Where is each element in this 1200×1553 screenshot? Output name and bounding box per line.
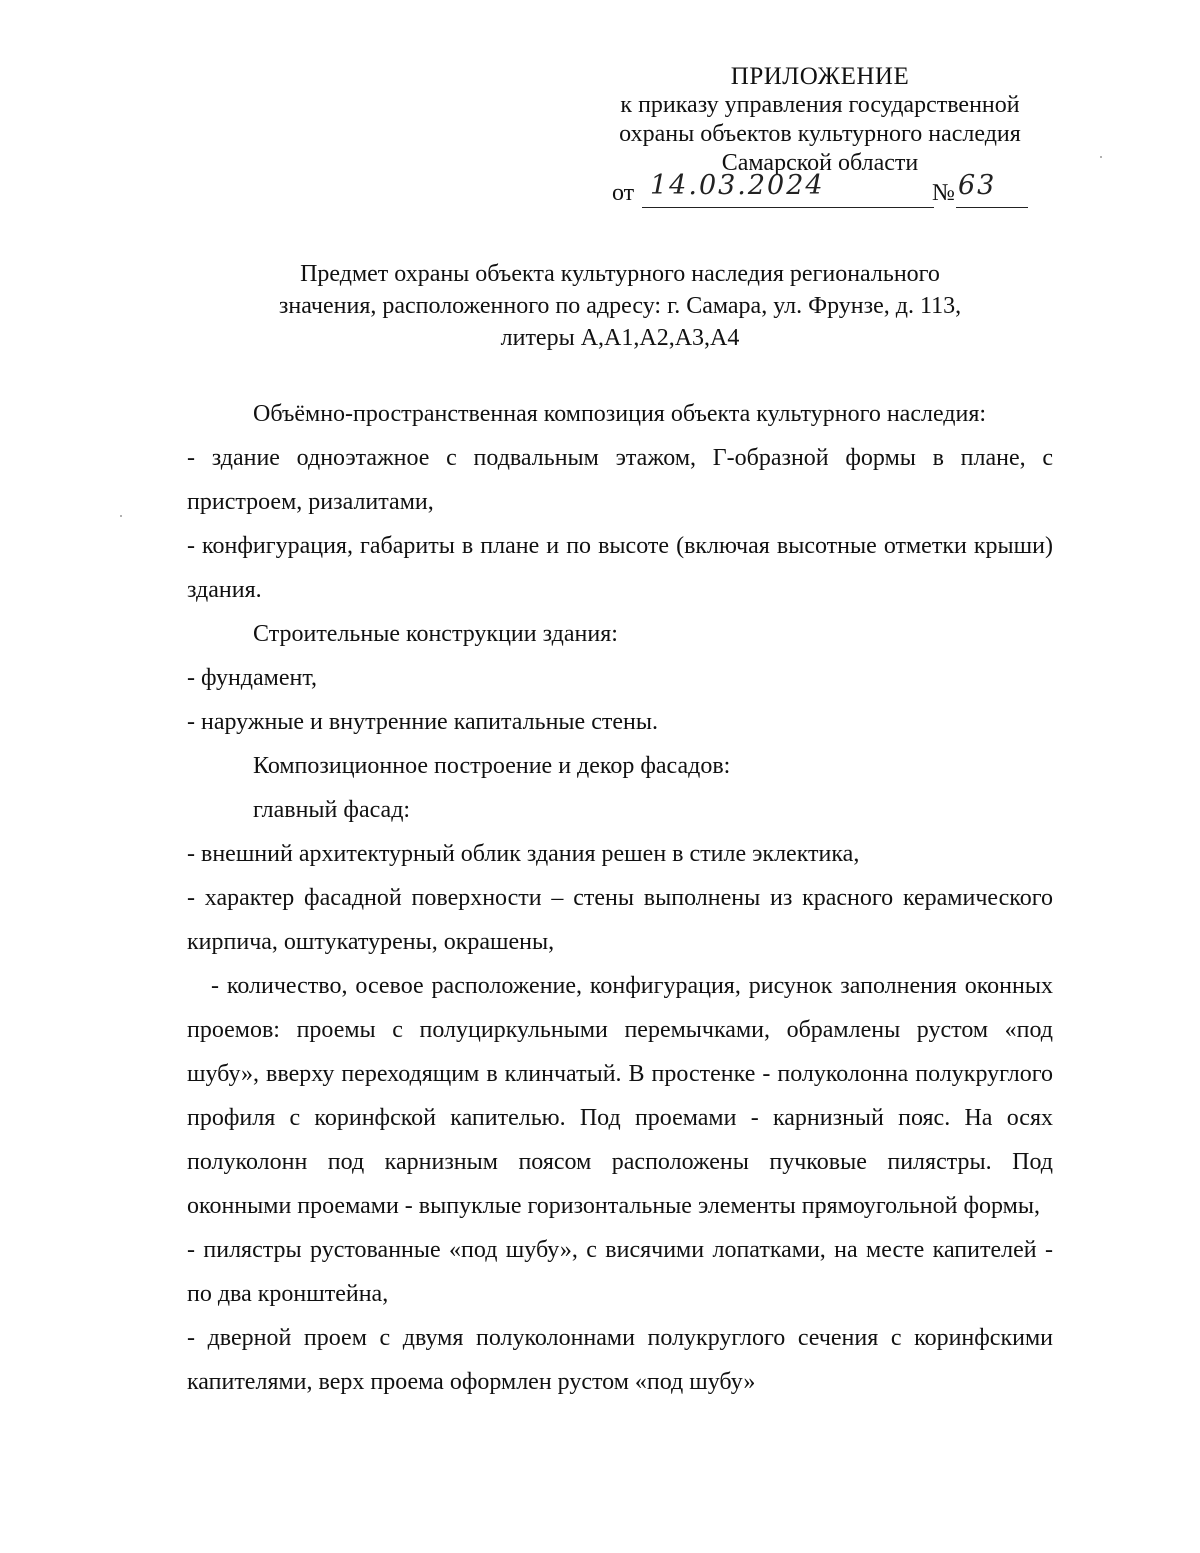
paragraph-composition-heading: Объёмно-пространственная композиция объекта культурного наследия:	[253, 401, 987, 427]
paragraph-pilasters: - пилястры рустованные «под шубу», с висячими лопатками, на месте капителей - по два кронштейна,	[187, 1237, 1053, 1307]
paragraph-structures-heading: Строительные конструкции здания:	[253, 621, 618, 647]
handwritten-number: 63	[958, 170, 997, 201]
paragraph-facades-heading: Композиционное построение и декор фасадов:	[253, 753, 731, 779]
document-subject	[190, 258, 1050, 354]
paragraph-foundation: - фундамент,	[187, 665, 318, 691]
appendix-line-1: к приказу управления государственной	[620, 92, 1020, 118]
number-underline	[956, 207, 1028, 208]
paragraph-surface: - характер фасадной поверхности – стены выполнены из красного керамического кирпича, оштукатурены, окрашены,	[187, 885, 1053, 955]
paragraph-window-openings: - количество, осевое расположение, конфигурация, рисунок заполнения оконных проемов: проемы с полуциркульными перемычками, обрамлены рустом «под шубу», вверху переходящим в клинчатый. В простенке - полуколонна полукруглого профиля с коринфской капителью. Под проемами - карнизный пояс. На осях полуколонн под карнизным поясом расположены пучковые пилястры. Под оконными проемами - выпуклые горизонтальные элементы прямоугольной формы,	[187, 973, 1053, 1219]
appendix-title: ПРИЛОЖЕНИЕ	[730, 63, 910, 90]
subject-line-3: литеры А,А1,А2,А3,А4	[500, 325, 740, 351]
number-prefix: №	[932, 180, 955, 206]
scan-speck	[120, 515, 122, 517]
scan-speck	[1100, 156, 1102, 158]
subject-line-1: Предмет охраны объекта культурного наследия регионального	[300, 261, 940, 287]
document-body	[187, 392, 1053, 1404]
paragraph-door-opening: - дверной проем с двумя полуколоннами полукруглого сечения с коринфскими капителями, верх проема оформлен рустом «под шубу»	[187, 1325, 1053, 1395]
order-date-number-line	[612, 170, 1042, 210]
subject-line-2: значения, расположенного по адресу: г. Самара, ул. Фрунзе, д. 113,	[278, 293, 962, 319]
appendix-header	[560, 62, 1080, 178]
paragraph-main-facade-heading: главный фасад:	[253, 797, 411, 823]
handwritten-date: 14.03.2024	[650, 170, 825, 201]
paragraph-walls: - наружные и внутренние капитальные стены.	[187, 709, 658, 735]
date-underline	[642, 207, 934, 208]
paragraph-building-form: - здание одноэтажное с подвальным этажом, Г-образной формы в плане, с пристроем, ризалитами,	[187, 445, 1053, 515]
date-prefix: от	[612, 180, 635, 206]
appendix-line-3: Самарской области	[721, 150, 919, 176]
appendix-line-2: охраны объектов культурного наследия	[619, 121, 1021, 147]
paragraph-style: - внешний архитектурный облик здания решен в стиле эклектика,	[187, 841, 860, 867]
paragraph-configuration: - конфигурация, габариты в плане и по высоте (включая высотные отметки крыши) здания.	[187, 533, 1053, 603]
